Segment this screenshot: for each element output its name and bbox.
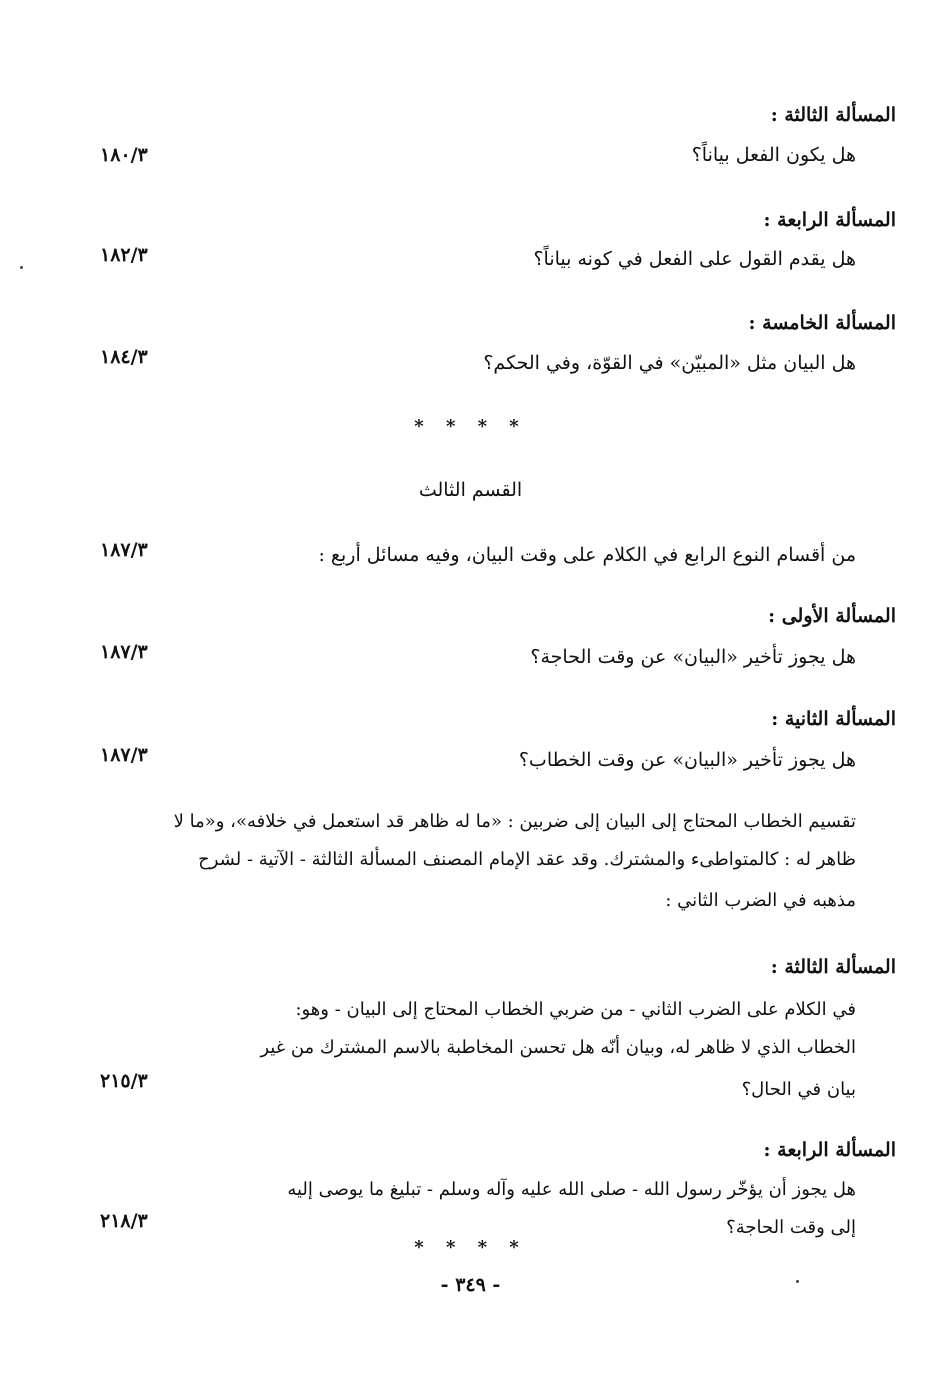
section-separator: * * * * xyxy=(414,1237,527,1258)
issue-heading: المسألة الأولى : xyxy=(768,605,896,627)
issue-text-line: هل يجوز أن يؤخّر رسول الله - صلى الله عليه وآله وسلم - تبليغ ما يوصى إليه xyxy=(287,1179,856,1200)
volume-page-ref: ٢١٨/٣ xyxy=(100,1210,148,1232)
issue-heading: المسألة الثالثة : xyxy=(770,956,896,978)
volume-page-ref: ١٨٢/٣ xyxy=(100,244,148,266)
issue-question: هل يقدم القول على الفعل في كونه بياناً؟ xyxy=(533,248,856,270)
issue-text-line: إلى وقت الحاجة؟ xyxy=(726,1217,856,1238)
volume-page-ref: ١٨٠/٣ xyxy=(100,144,148,166)
issue-heading: المسألة الثالثة : xyxy=(770,104,896,126)
issue-question: هل يجوز تأخير «البيان» عن وقت الخطاب؟ xyxy=(518,749,856,771)
issue-heading: المسألة الثانية : xyxy=(771,708,896,730)
scan-speck xyxy=(796,1280,799,1283)
section-intro: من أقسام النوع الرابع في الكلام على وقت البيان، وفيه مسائل أربع : xyxy=(318,544,856,566)
issue-text-line: في الكلام على الضرب الثاني - من ضربي الخطاب المحتاج إلى البيان - وهو: xyxy=(295,999,856,1020)
issue-heading: المسألة الرابعة : xyxy=(763,1139,896,1161)
volume-page-ref: ١٨٤/٣ xyxy=(100,346,148,368)
issue-text-line: الخطاب الذي لا ظاهر له، وبيان أنّه هل تحسن المخاطبة بالاسم المشترك من غير xyxy=(260,1037,856,1058)
note-line: ظاهر له : كالمتواطىء والمشترك. وقد عقد الإمام المصنف المسألة الثالثة - الآتية - لشرح xyxy=(198,849,856,870)
note-line: تقسيم الخطاب المحتاج إلى البيان إلى ضربين : «ما له ظاهر قد استعمل في خلافه»، و«ما لا xyxy=(173,811,856,832)
issue-text-line: بيان في الحال؟ xyxy=(741,1079,856,1100)
scan-speck xyxy=(20,266,23,269)
section-title: القسم الثالث xyxy=(418,479,523,501)
issue-heading: المسألة الخامسة : xyxy=(748,312,896,334)
issue-question: هل البيان مثل «المبيّن» في القوّة، وفي الحكم؟ xyxy=(483,352,856,374)
volume-page-ref: ٢١٥/٣ xyxy=(100,1070,148,1092)
issue-question: هل يجوز تأخير «البيان» عن وقت الحاجة؟ xyxy=(530,646,856,668)
issue-question: هل يكون الفعل بياناً؟ xyxy=(691,144,856,166)
volume-page-ref: ١٨٧/٣ xyxy=(100,744,148,766)
volume-page-ref: ١٨٧/٣ xyxy=(100,641,148,663)
note-line: مذهبه في الضرب الثاني : xyxy=(665,890,856,911)
issue-heading: المسألة الرابعة : xyxy=(763,209,896,231)
section-separator: * * * * xyxy=(414,416,527,437)
volume-page-ref: ١٨٧/٣ xyxy=(100,539,148,561)
page-number: - ٣٤٩ - xyxy=(440,1274,501,1296)
